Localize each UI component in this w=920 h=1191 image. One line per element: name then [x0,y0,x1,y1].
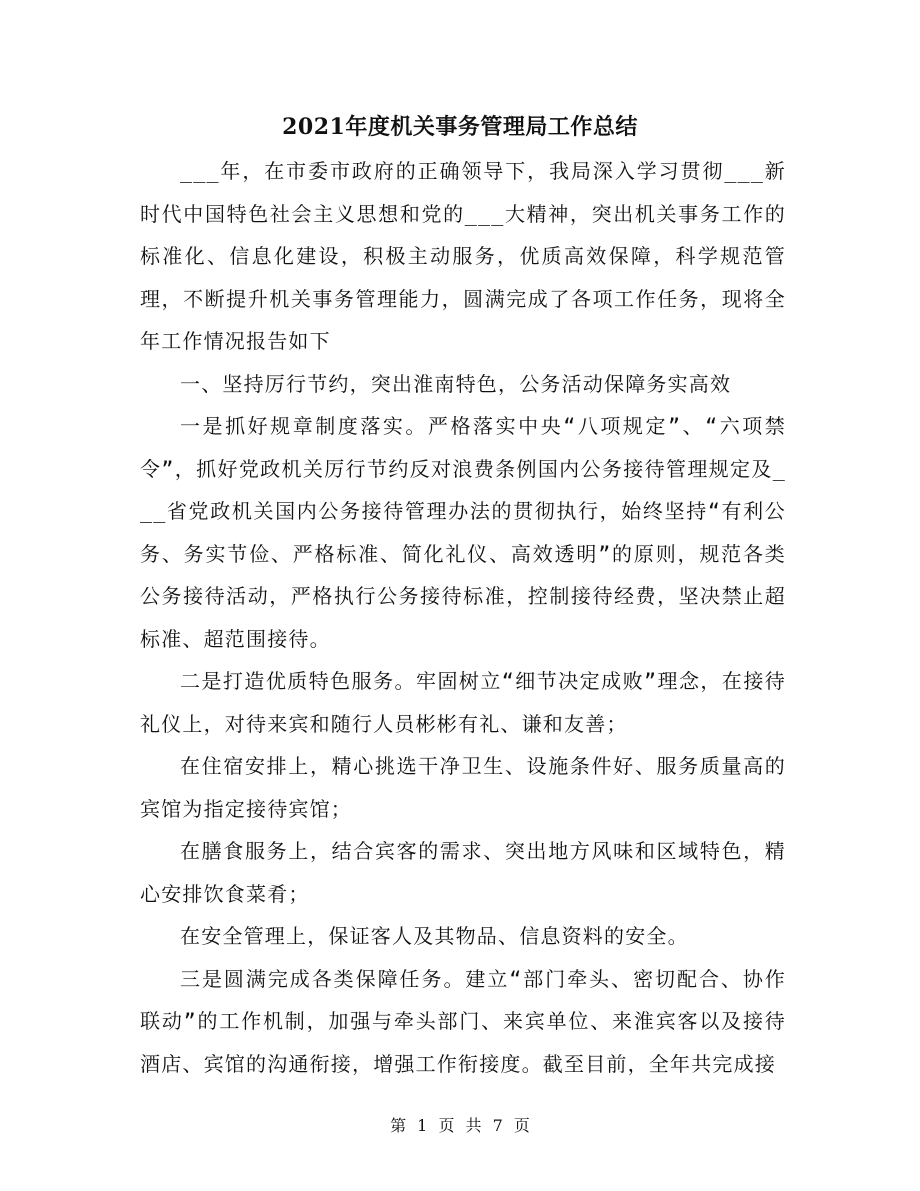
paragraph-intro: ___年，在市委市政府的正确领导下，我局深入学习贯彻___新时代中国特色社会主义思想和党的___大精神，突出机关事务工作的标准化、信息化建设，积极主动服务，优质高效保障，科学规范管理，不断提升机关事务管理能力，圆满完成了各项工作任务，现将全年工作情况报告如下 [140,159,786,353]
paragraph-rules: 一是抓好规章制度落实。严格落实中央“八项规定”、“六项禁令”，抓好党政机关厉行节约反对浪费条例国内公务接待管理规定及___省党政机关国内公务接待管理办法的贯彻执行，始终坚持“有利公务、务实节俭、严格标准、简化礼仪、高效透明”的原则，规范各类公务接待活动，严格执行公务接待标准，控制接待经费，坚决禁止超标准、超范围接待。 [140,414,786,651]
page-number: 第 1 页 共 7 页 [390,1116,530,1135]
paragraph-service: 二是打造优质特色服务。牢固树立“细节决定成败”理念，在接待礼仪上，对待来宾和随行人员彬彬有礼、谦和友善； [140,669,786,736]
document-body [140,150,786,1085]
paragraph-support: 三是圆满完成各类保障任务。建立“部门牵头、密切配合、协作联动”的工作机制，加强与牵头部门、来宾单位、来淮宾客以及接待酒店、宾馆的沟通衔接，增强工作衔接度。截至目前，全年共完成接 [140,966,786,1076]
paragraph-safety: 在安全管理上，保证客人及其物品、信息资料的安全。 [180,924,689,948]
section-heading-1: 一、坚持厉行节约，突出淮南特色，公务活动保障务实高效 [180,371,732,396]
document-title: 2021年度机关事务管理局工作总结 [282,114,638,140]
paragraph-lodging: 在住宿安排上，精心挑选干净卫生、设施条件好、服务质量高的宾馆为指定接待宾馆； [140,754,786,821]
paragraph-dining: 在膳食服务上，结合宾客的需求、突出地方风味和区域特色，精心安排饮食菜肴； [140,839,786,906]
